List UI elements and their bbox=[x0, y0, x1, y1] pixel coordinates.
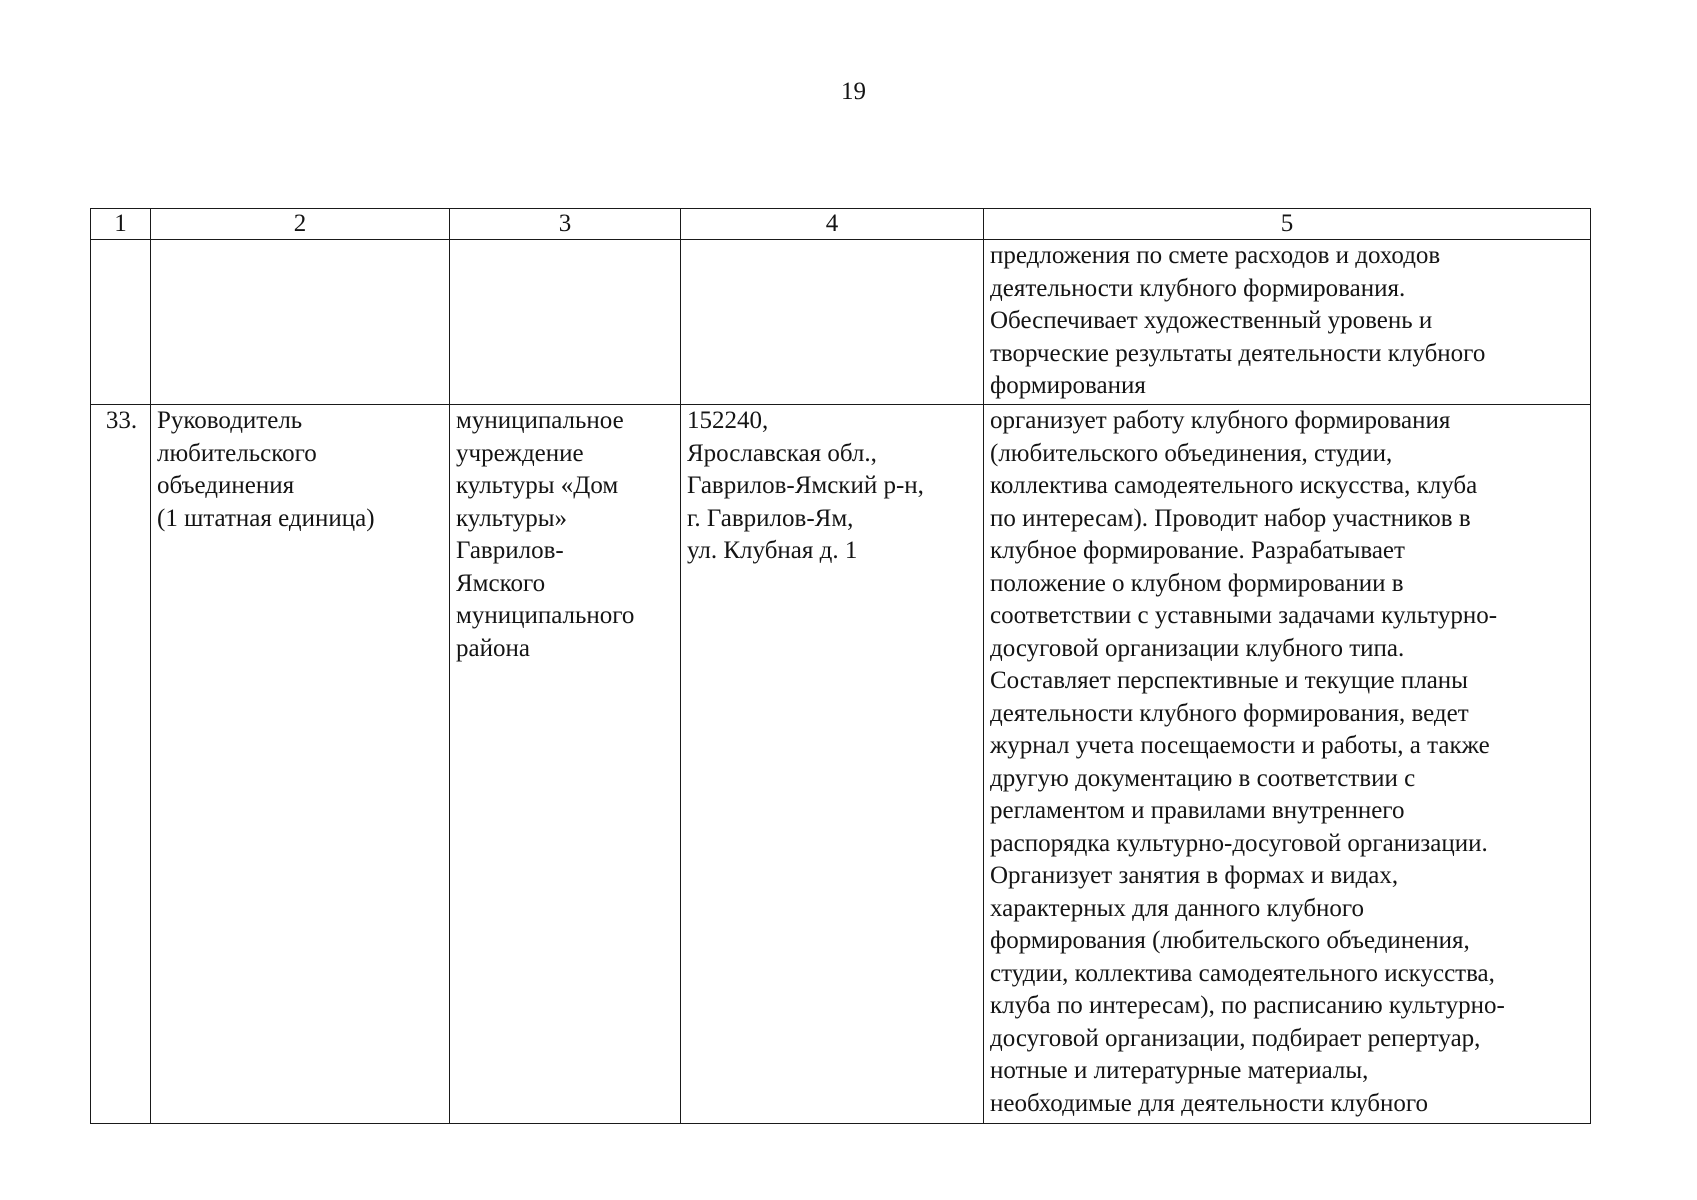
column-header-1: 1 bbox=[91, 209, 151, 240]
position-line: любительского bbox=[157, 439, 317, 467]
institution-line: муниципального bbox=[456, 602, 635, 629]
institution-line: культуры» bbox=[456, 504, 568, 532]
address-cell bbox=[681, 405, 984, 1124]
column-header-3: 3 bbox=[450, 209, 681, 240]
duties-line: клубное формирование. Разрабатывает bbox=[990, 537, 1405, 564]
position-line: (1 штатная единица) bbox=[157, 504, 375, 532]
position-line: Руководитель bbox=[157, 407, 303, 434]
duties-line: организует работу клубного формирования bbox=[990, 407, 1451, 434]
institution-line: культуры «Дом bbox=[456, 472, 619, 499]
duties-line: характерных для данного клубного bbox=[990, 894, 1365, 922]
table-row-continued bbox=[91, 240, 1591, 405]
duties-line: Составляет перспективные и текущие планы bbox=[990, 667, 1468, 694]
duties-cell bbox=[984, 240, 1591, 405]
duties-line: творческие результаты деятельности клубного bbox=[990, 339, 1486, 367]
duties-line: (любительского объединения, студии, bbox=[990, 439, 1393, 467]
position-line: объединения bbox=[157, 472, 295, 499]
position-cell bbox=[151, 405, 450, 1124]
table-row-33 bbox=[91, 405, 1591, 1124]
institution-line: района bbox=[456, 634, 530, 662]
address-cell bbox=[681, 240, 984, 405]
duties-cell bbox=[984, 405, 1591, 1124]
duties-line: клуба по интересам), по расписанию культурно- bbox=[990, 992, 1505, 1019]
address-line: Гаврилов-Ямский р-н, bbox=[687, 472, 924, 499]
institution-cell bbox=[450, 405, 681, 1124]
duties-line: соответствии с уставными задачами культурно- bbox=[990, 602, 1498, 629]
duties-line: необходимые для деятельности клубного bbox=[990, 1089, 1428, 1117]
position-cell bbox=[151, 240, 450, 405]
column-header-5: 5 bbox=[984, 209, 1591, 240]
column-header-4: 4 bbox=[681, 209, 984, 240]
duties-line: формирования (любительского объединения, bbox=[990, 927, 1470, 954]
duties-line: положение о клубном формировании в bbox=[990, 569, 1404, 597]
duties-line: коллектива самодеятельного искусства, клуба bbox=[990, 472, 1478, 499]
row-number-cell: 33. bbox=[91, 405, 151, 1124]
duties-line: Организует занятия в формах и видах, bbox=[990, 862, 1399, 889]
institution-line: учреждение bbox=[456, 439, 584, 467]
address-line: ул. Клубная д. 1 bbox=[687, 537, 858, 564]
duties-line: Обеспечивает художественный уровень и bbox=[990, 307, 1433, 334]
duties-line: деятельности клубного формирования. bbox=[990, 274, 1406, 302]
duties-line: досуговой организации клубного типа. bbox=[990, 634, 1405, 662]
staff-duties-table bbox=[90, 208, 1591, 1124]
address-line: г. Гаврилов-Ям, bbox=[687, 504, 854, 532]
address-line: Ярославская обл., bbox=[687, 439, 877, 467]
address-line: 152240, bbox=[687, 407, 769, 434]
table-header-row bbox=[91, 209, 1591, 240]
duties-line: регламентом и правилами внутреннего bbox=[990, 797, 1405, 824]
duties-line: по интересам). Проводит набор участников в bbox=[990, 504, 1471, 532]
duties-line: предложения по смете расходов и доходов bbox=[990, 242, 1441, 269]
duties-line: досуговой организации, подбирает репертуар, bbox=[990, 1024, 1481, 1052]
institution-line: Гаврилов- bbox=[456, 537, 564, 564]
duties-line: нотные и литературные материалы, bbox=[990, 1057, 1369, 1084]
row-number-cell bbox=[91, 240, 151, 405]
duties-line: распорядка культурно-досуговой организации. bbox=[990, 829, 1488, 857]
column-header-2: 2 bbox=[151, 209, 450, 240]
institution-line: Ямского bbox=[456, 569, 546, 597]
institution-cell bbox=[450, 240, 681, 405]
duties-line: деятельности клубного формирования, ведет bbox=[990, 699, 1469, 727]
duties-line: студии, коллектива самодеятельного искусства, bbox=[990, 959, 1495, 987]
duties-line: журнал учета посещаемости и работы, а также bbox=[990, 732, 1490, 759]
duties-line: другую документацию в соответствии с bbox=[990, 764, 1416, 792]
page-number: 19 bbox=[841, 78, 866, 105]
duties-line: формирования bbox=[990, 372, 1146, 399]
institution-line: муниципальное bbox=[456, 407, 624, 434]
